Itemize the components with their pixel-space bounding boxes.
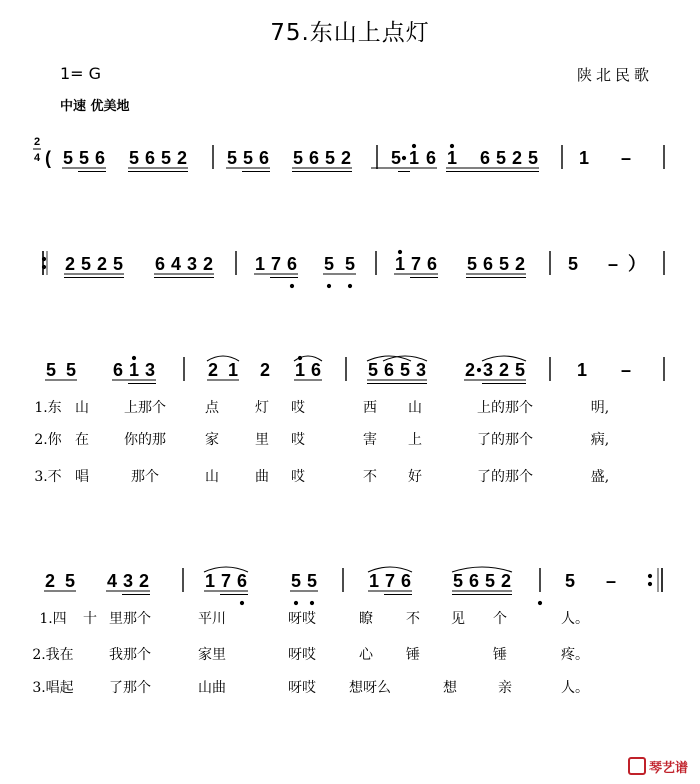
octave-dot-low (538, 601, 541, 604)
lyric-syllable: 害 (363, 432, 377, 448)
note: 2 (207, 360, 219, 380)
lyric-syllable: 在 (75, 432, 89, 448)
note: 2 (64, 254, 76, 274)
note: 2 (514, 254, 526, 274)
note: 5 (323, 254, 335, 274)
note: 5 (64, 571, 76, 591)
note: 5 (498, 254, 510, 274)
note: 1 (227, 360, 239, 380)
lyric-syllable: 心 (359, 647, 373, 663)
note: 4 (170, 254, 182, 274)
note: 5 (80, 254, 92, 274)
dash: – (620, 360, 632, 380)
note: 5 (128, 148, 140, 168)
note: 3 (482, 360, 494, 380)
lyric-syllable: 不 (406, 611, 420, 627)
lyric-syllable: 呀哎 (288, 611, 316, 627)
note: 5 (226, 148, 238, 168)
note: 5 (112, 254, 124, 274)
note: 5 (452, 571, 464, 591)
note: 1 (368, 571, 380, 591)
note: 5 (567, 254, 579, 274)
note: 6 (154, 254, 166, 274)
octave-dot-low (294, 601, 297, 604)
note: 5 (242, 148, 254, 168)
lyric-syllable: 想 (443, 680, 457, 696)
note: 5 (390, 148, 402, 168)
note: 5 (292, 148, 304, 168)
note: 3 (415, 360, 427, 380)
lyric-syllable: 家 (205, 432, 219, 448)
lyric-syllable: 3.唱起 (32, 680, 74, 696)
lyric-syllable: 曲 (255, 469, 269, 485)
watermark (628, 757, 688, 776)
note: 1 (204, 571, 216, 591)
octave-dot-low (327, 284, 330, 287)
lyric-syllable: 呀哎 (288, 680, 316, 696)
lyric-syllable: 1.四 (39, 611, 67, 627)
note: 2 (464, 360, 476, 380)
note: 1 (576, 360, 588, 380)
octave-dot-low (290, 284, 293, 287)
paren: ( (45, 148, 51, 168)
note: 2 (44, 571, 56, 591)
note: 5 (78, 148, 90, 168)
note: 2 (511, 148, 523, 168)
lyric-syllable: 好 (408, 469, 422, 485)
note: 6 (144, 148, 156, 168)
dash: – (620, 148, 632, 168)
note: 2 (259, 360, 271, 380)
note: 2 (138, 571, 150, 591)
note: 3 (186, 254, 198, 274)
note: 5 (484, 571, 496, 591)
note: 5 (62, 148, 74, 168)
note: 3 (144, 360, 156, 380)
octave-dot (412, 144, 415, 147)
lyric-syllable: 3.不 (34, 469, 62, 485)
watermark-text: 琴艺谱 (648, 761, 688, 776)
note: 3 (122, 571, 134, 591)
lyric-syllable: 2.我在 (32, 647, 74, 663)
note: 7 (384, 571, 396, 591)
lyric-syllable: 平川 (198, 611, 226, 627)
lyric-syllable: 个 (493, 611, 507, 627)
note: 5 (466, 254, 478, 274)
lyric-syllable: 里那个 (109, 611, 151, 627)
lyric-syllable: 山 (408, 400, 422, 416)
note: 6 (426, 254, 438, 274)
lyric-syllable: 了那个 (109, 680, 151, 696)
note: 5 (527, 148, 539, 168)
note: 6 (479, 148, 491, 168)
lyric-syllable: 上那个 (124, 400, 166, 416)
lyric-syllable: 想呀么 (349, 680, 391, 696)
song-origin: 陕北民歌 (577, 66, 654, 84)
note: 2 (340, 148, 352, 168)
lyric-syllable: 你的那 (124, 432, 166, 448)
lyric-syllable: 山 (205, 469, 219, 485)
note: 2 (202, 254, 214, 274)
lyric-syllable: 人。 (561, 680, 589, 696)
lyric-syllable: 疼。 (561, 647, 589, 663)
lyric-syllable: 家里 (198, 647, 226, 663)
lyric-syllable: 病, (590, 432, 610, 448)
lyric-syllable: 哎 (291, 400, 305, 416)
time-sig-bottom: 4 (33, 152, 41, 164)
lyric-syllable: 山 (75, 400, 89, 416)
note: 5 (65, 360, 77, 380)
lyric-syllable: 哎 (291, 469, 305, 485)
lyric-syllable: 上 (408, 432, 422, 448)
lyric-syllable: 人。 (561, 611, 589, 627)
note: 6 (425, 148, 437, 168)
lyric-syllable: 亲 (498, 680, 512, 696)
lyric-syllable: 明, (590, 400, 610, 416)
note: 5 (306, 571, 318, 591)
lyric-syllable: 锤 (406, 647, 420, 663)
note: 6 (112, 360, 124, 380)
note: 7 (220, 571, 232, 591)
note: 1 (254, 254, 266, 274)
tempo-marking: 中速 优美地 (60, 99, 130, 114)
repeat-dot (648, 574, 651, 577)
note: 6 (236, 571, 248, 591)
lyric-syllable: 了的那个 (477, 469, 533, 485)
lyric-syllable: 锤 (493, 647, 507, 663)
augmentation-dot (477, 368, 480, 371)
lyric-syllable: 哎 (291, 432, 305, 448)
lyric-syllable: 呀哎 (288, 647, 316, 663)
note: 1 (128, 360, 140, 380)
song-title: 75.东山上点灯 (270, 20, 430, 46)
lyric-syllable: 2.你 (34, 432, 62, 448)
dash: – (605, 571, 617, 591)
note: 7 (270, 254, 282, 274)
lyric-syllable: 我那个 (109, 647, 151, 663)
lyric-syllable: 瞭 (359, 611, 373, 627)
note: 1 (446, 148, 458, 168)
note: 6 (400, 571, 412, 591)
note: 2 (498, 360, 510, 380)
lyric-syllable: 盛, (590, 469, 610, 485)
note: 5 (160, 148, 172, 168)
note: 1 (408, 148, 420, 168)
note: 1 (394, 254, 406, 274)
note: 1 (294, 360, 306, 380)
lyric-syllable: 西 (363, 400, 377, 416)
lyric-syllable: 不 (363, 469, 377, 485)
octave-dot-low (310, 601, 313, 604)
note: 1 (578, 148, 590, 168)
time-sig-top: 2 (33, 136, 41, 148)
lyric-syllable: 山曲 (198, 680, 226, 696)
note: 2 (96, 254, 108, 274)
note: 6 (468, 571, 480, 591)
note: 6 (383, 360, 395, 380)
dash: – (607, 254, 619, 274)
note: 5 (564, 571, 576, 591)
note: 7 (410, 254, 422, 274)
note: 2 (500, 571, 512, 591)
lyric-syllable: 里 (255, 432, 269, 448)
logo-icon (628, 757, 646, 775)
lyric-syllable: 了的那个 (477, 432, 533, 448)
lyric-syllable: 点 (205, 400, 219, 416)
note: 4 (106, 571, 118, 591)
note: 5 (514, 360, 526, 380)
note: 5 (324, 148, 336, 168)
note: 5 (290, 571, 302, 591)
key-signature: 1= G (60, 64, 102, 83)
note: 6 (258, 148, 270, 168)
note: 6 (482, 254, 494, 274)
note: 6 (310, 360, 322, 380)
lyric-syllable: 见 (451, 611, 465, 627)
octave-dot (398, 250, 401, 253)
octave-dot (132, 356, 135, 359)
note: 6 (94, 148, 106, 168)
note: 5 (399, 360, 411, 380)
repeat-dot (648, 582, 651, 585)
paren: ） (628, 254, 646, 274)
lyric-syllable: 那个 (131, 469, 159, 485)
note: 5 (344, 254, 356, 274)
note: 6 (308, 148, 320, 168)
octave-dot-low (240, 601, 243, 604)
lyric-syllable: 1.东 (34, 400, 62, 416)
octave-dot-low (348, 284, 351, 287)
lyric-syllable: 唱 (75, 469, 89, 485)
octave-dot (450, 144, 453, 147)
augmentation-dot (402, 156, 405, 159)
note: 5 (495, 148, 507, 168)
lyric-syllable: 上的那个 (477, 400, 533, 416)
note: 2 (176, 148, 188, 168)
note: 5 (45, 360, 57, 380)
note: 5 (367, 360, 379, 380)
note: 6 (286, 254, 298, 274)
lyric-syllable: 灯 (255, 400, 269, 416)
lyric-syllable: 十 (83, 611, 97, 627)
